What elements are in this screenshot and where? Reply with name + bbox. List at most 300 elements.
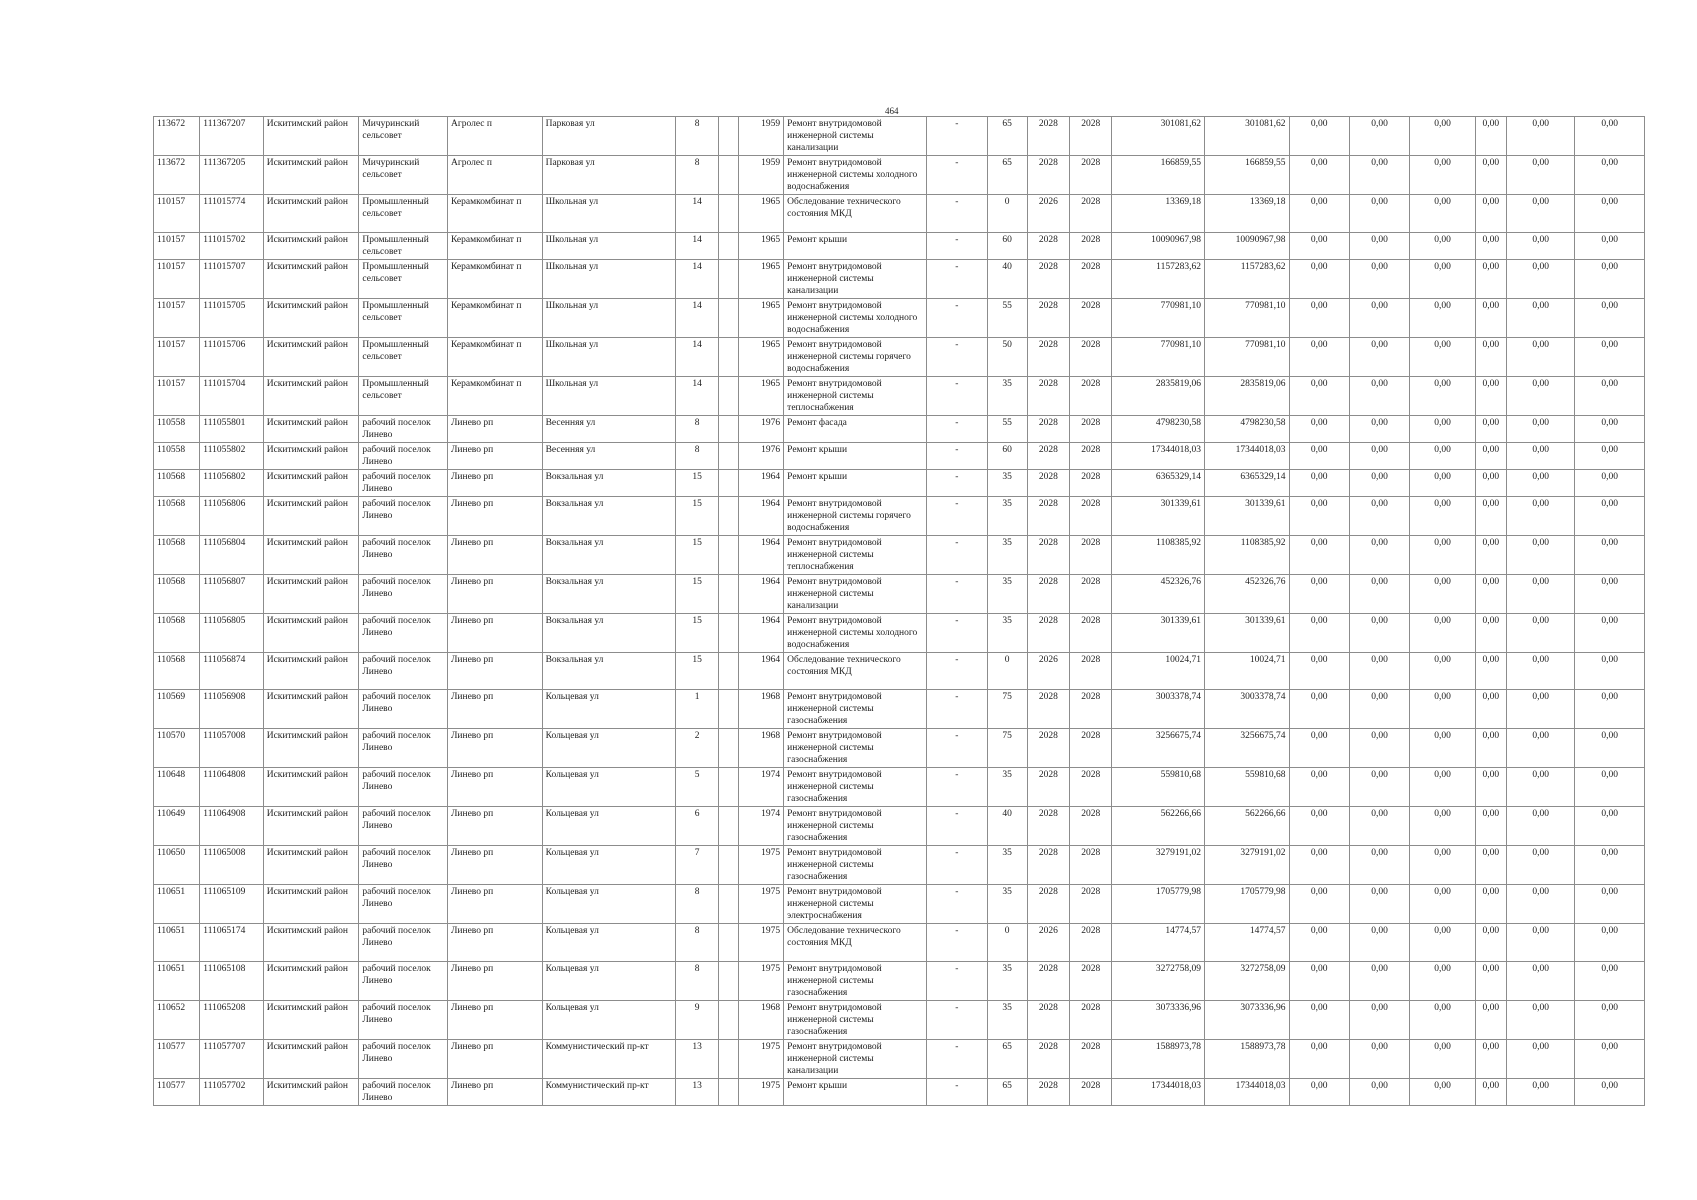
house-number-cell: 8	[676, 117, 718, 156]
cost-col-4-cell: 0,00	[1475, 729, 1506, 768]
street-cell: Вокзальная ул	[542, 574, 676, 613]
cost-col-4-cell: 0,00	[1475, 613, 1506, 652]
cost-col-1-cell: 0,00	[1289, 337, 1349, 376]
dash-cell: -	[927, 729, 987, 768]
house-number-cell: 5	[676, 768, 718, 807]
year-built-cell: 1968	[738, 690, 783, 729]
cost-col-6-cell: 0,00	[1575, 232, 1645, 259]
total-cost-cell: 301339,61	[1112, 613, 1205, 652]
house-number-cell: 8	[676, 961, 718, 1000]
cost-col-6-cell: 0,00	[1575, 259, 1645, 298]
building-cell	[718, 690, 738, 729]
cost-col-4-cell: 0,00	[1475, 298, 1506, 337]
cost-col-2-cell: 0,00	[1349, 469, 1409, 496]
cost-col-1-cell: 0,00	[1289, 846, 1349, 885]
dash-cell: -	[927, 1039, 987, 1078]
cost-col-1-cell: 0,00	[1289, 885, 1349, 924]
district-cell: Искитимский район	[263, 259, 359, 298]
cost-col-4-cell: 0,00	[1475, 1039, 1506, 1078]
deadline-year-cell: 2028	[1070, 1000, 1112, 1039]
cost-col-2-cell: 0,00	[1349, 924, 1409, 962]
object-id-cell: 113672	[154, 117, 200, 156]
cost-col-6-cell: 0,00	[1575, 496, 1645, 535]
cost-col-2-cell: 0,00	[1349, 337, 1409, 376]
building-cell	[718, 729, 738, 768]
house-number-cell: 1	[676, 690, 718, 729]
cost-col-1-cell: 0,00	[1289, 415, 1349, 442]
dash-cell: -	[927, 807, 987, 846]
deadline-year-cell: 2028	[1070, 961, 1112, 1000]
dash-cell: -	[927, 415, 987, 442]
settlement-cell: Агролес п	[447, 156, 542, 195]
object-id-cell: 110649	[154, 807, 200, 846]
settlement-cell: Керамкомбинат п	[447, 195, 542, 233]
wear-percent-cell: 0	[987, 652, 1027, 690]
municipality-cell: рабочий поселок Линево	[359, 846, 448, 885]
municipality-cell: рабочий поселок Линево	[359, 885, 448, 924]
wear-percent-cell: 65	[987, 1039, 1027, 1078]
building-cell	[718, 232, 738, 259]
street-cell: Кольцевая ул	[542, 768, 676, 807]
regional-fund-cost-cell: 3256675,74	[1204, 729, 1289, 768]
settlement-cell: Керамкомбинат п	[447, 259, 542, 298]
street-cell: Школьная ул	[542, 195, 676, 233]
year-built-cell: 1968	[738, 1000, 783, 1039]
cost-col-3-cell: 0,00	[1410, 652, 1475, 690]
cost-col-1-cell: 0,00	[1289, 768, 1349, 807]
cost-col-4-cell: 0,00	[1475, 195, 1506, 233]
year-built-cell: 1964	[738, 469, 783, 496]
street-cell: Вокзальная ул	[542, 496, 676, 535]
total-cost-cell: 1588973,78	[1112, 1039, 1205, 1078]
total-cost-cell: 301081,62	[1112, 117, 1205, 156]
settlement-cell: Линево рп	[447, 924, 542, 962]
settlement-cell: Линево рп	[447, 1039, 542, 1078]
cost-col-5-cell: 0,00	[1506, 117, 1574, 156]
cost-col-5-cell: 0,00	[1506, 768, 1574, 807]
dash-cell: -	[927, 652, 987, 690]
regional-fund-cost-cell: 3272758,09	[1204, 961, 1289, 1000]
settlement-cell: Линево рп	[447, 885, 542, 924]
cost-col-5-cell: 0,00	[1506, 1039, 1574, 1078]
cost-col-6-cell: 0,00	[1575, 195, 1645, 233]
dash-cell: -	[927, 337, 987, 376]
cost-col-4-cell: 0,00	[1475, 885, 1506, 924]
deadline-year-cell: 2028	[1070, 496, 1112, 535]
cost-col-3-cell: 0,00	[1410, 337, 1475, 376]
object-id-cell: 110157	[154, 232, 200, 259]
cost-col-3-cell: 0,00	[1410, 469, 1475, 496]
cost-col-4-cell: 0,00	[1475, 496, 1506, 535]
cost-col-5-cell: 0,00	[1506, 535, 1574, 574]
dash-cell: -	[927, 117, 987, 156]
work-type-cell: Ремонт внутридомовой инженерной системы газоснабжения	[784, 1000, 927, 1039]
total-cost-cell: 1705779,98	[1112, 885, 1205, 924]
cost-col-2-cell: 0,00	[1349, 961, 1409, 1000]
cost-col-2-cell: 0,00	[1349, 690, 1409, 729]
table-body	[154, 117, 1645, 1106]
table-row	[154, 924, 1645, 962]
cost-col-1-cell: 0,00	[1289, 259, 1349, 298]
object-id-cell: 113672	[154, 156, 200, 195]
plan-year-cell: 2028	[1027, 117, 1069, 156]
cost-col-6-cell: 0,00	[1575, 442, 1645, 469]
cost-col-3-cell: 0,00	[1410, 574, 1475, 613]
regional-fund-cost-cell: 452326,76	[1204, 574, 1289, 613]
plan-year-cell: 2028	[1027, 259, 1069, 298]
building-cell	[718, 156, 738, 195]
cost-col-4-cell: 0,00	[1475, 337, 1506, 376]
work-type-cell: Ремонт внутридомовой инженерной системы холодного водоснабжения	[784, 156, 927, 195]
building-cell	[718, 885, 738, 924]
wear-percent-cell: 35	[987, 885, 1027, 924]
total-cost-cell: 770981,10	[1112, 337, 1205, 376]
settlement-cell: Линево рп	[447, 496, 542, 535]
house-number-cell: 6	[676, 807, 718, 846]
deadline-year-cell: 2028	[1070, 768, 1112, 807]
cost-col-6-cell: 0,00	[1575, 469, 1645, 496]
dash-cell: -	[927, 961, 987, 1000]
object-id-cell: 110157	[154, 376, 200, 415]
district-cell: Искитимский район	[263, 232, 359, 259]
work-type-cell: Ремонт внутридомовой инженерной системы газоснабжения	[784, 768, 927, 807]
building-cell	[718, 442, 738, 469]
house-number-cell: 9	[676, 1000, 718, 1039]
house-number-cell: 8	[676, 415, 718, 442]
cost-col-1-cell: 0,00	[1289, 613, 1349, 652]
cost-col-3-cell: 0,00	[1410, 259, 1475, 298]
wear-percent-cell: 40	[987, 259, 1027, 298]
house-number-cell: 14	[676, 195, 718, 233]
cost-col-3-cell: 0,00	[1410, 613, 1475, 652]
year-built-cell: 1964	[738, 574, 783, 613]
district-cell: Искитимский район	[263, 195, 359, 233]
settlement-cell: Линево рп	[447, 846, 542, 885]
plan-year-cell: 2028	[1027, 415, 1069, 442]
dash-cell: -	[927, 195, 987, 233]
table-row	[154, 156, 1645, 195]
table-row	[154, 298, 1645, 337]
street-cell: Школьная ул	[542, 376, 676, 415]
element-id-cell: 111056807	[200, 574, 263, 613]
object-id-cell: 110157	[154, 195, 200, 233]
cost-col-5-cell: 0,00	[1506, 574, 1574, 613]
work-type-cell: Ремонт внутридомовой инженерной системы канализации	[784, 574, 927, 613]
regional-fund-cost-cell: 559810,68	[1204, 768, 1289, 807]
cost-col-3-cell: 0,00	[1410, 1078, 1475, 1105]
street-cell: Кольцевая ул	[542, 1000, 676, 1039]
dash-cell: -	[927, 232, 987, 259]
street-cell: Школьная ул	[542, 298, 676, 337]
regional-fund-cost-cell: 3003378,74	[1204, 690, 1289, 729]
dash-cell: -	[927, 574, 987, 613]
cost-col-6-cell: 0,00	[1575, 156, 1645, 195]
cost-col-1-cell: 0,00	[1289, 376, 1349, 415]
deadline-year-cell: 2028	[1070, 442, 1112, 469]
cost-col-2-cell: 0,00	[1349, 807, 1409, 846]
dash-cell: -	[927, 469, 987, 496]
cost-col-1-cell: 0,00	[1289, 232, 1349, 259]
plan-year-cell: 2028	[1027, 156, 1069, 195]
house-number-cell: 8	[676, 156, 718, 195]
object-id-cell: 110648	[154, 768, 200, 807]
cost-col-5-cell: 0,00	[1506, 846, 1574, 885]
municipality-cell: рабочий поселок Линево	[359, 1078, 448, 1105]
year-built-cell: 1975	[738, 846, 783, 885]
cost-col-6-cell: 0,00	[1575, 961, 1645, 1000]
house-number-cell: 7	[676, 846, 718, 885]
work-type-cell: Ремонт внутридомовой инженерной системы электроснабжения	[784, 885, 927, 924]
wear-percent-cell: 60	[987, 442, 1027, 469]
regional-fund-cost-cell: 17344018,03	[1204, 1078, 1289, 1105]
building-cell	[718, 415, 738, 442]
building-cell	[718, 259, 738, 298]
regional-fund-cost-cell: 301081,62	[1204, 117, 1289, 156]
cost-col-4-cell: 0,00	[1475, 961, 1506, 1000]
regional-fund-cost-cell: 770981,10	[1204, 298, 1289, 337]
district-cell: Искитимский район	[263, 768, 359, 807]
settlement-cell: Линево рп	[447, 807, 542, 846]
district-cell: Искитимский район	[263, 1078, 359, 1105]
cost-col-5-cell: 0,00	[1506, 961, 1574, 1000]
regional-fund-cost-cell: 1588973,78	[1204, 1039, 1289, 1078]
dash-cell: -	[927, 259, 987, 298]
building-cell	[718, 768, 738, 807]
total-cost-cell: 17344018,03	[1112, 442, 1205, 469]
plan-year-cell: 2028	[1027, 298, 1069, 337]
wear-percent-cell: 35	[987, 535, 1027, 574]
cost-col-6-cell: 0,00	[1575, 807, 1645, 846]
settlement-cell: Керамкомбинат п	[447, 376, 542, 415]
plan-year-cell: 2028	[1027, 807, 1069, 846]
plan-year-cell: 2028	[1027, 846, 1069, 885]
table-row	[154, 1039, 1645, 1078]
total-cost-cell: 3279191,02	[1112, 846, 1205, 885]
municipality-cell: рабочий поселок Линево	[359, 690, 448, 729]
table-row	[154, 442, 1645, 469]
deadline-year-cell: 2028	[1070, 924, 1112, 962]
house-number-cell: 14	[676, 376, 718, 415]
settlement-cell: Керамкомбинат п	[447, 298, 542, 337]
cost-col-6-cell: 0,00	[1575, 729, 1645, 768]
cost-col-4-cell: 0,00	[1475, 1078, 1506, 1105]
element-id-cell: 111057707	[200, 1039, 263, 1078]
object-id-cell: 110558	[154, 442, 200, 469]
cost-col-5-cell: 0,00	[1506, 442, 1574, 469]
work-type-cell: Ремонт внутридомовой инженерной системы канализации	[784, 259, 927, 298]
settlement-cell: Линево рп	[447, 415, 542, 442]
building-cell	[718, 652, 738, 690]
dash-cell: -	[927, 376, 987, 415]
work-type-cell: Ремонт внутридомовой инженерной системы горячего водоснабжения	[784, 496, 927, 535]
year-built-cell: 1965	[738, 298, 783, 337]
element-id-cell: 111056804	[200, 535, 263, 574]
total-cost-cell: 13369,18	[1112, 195, 1205, 233]
regional-fund-cost-cell: 14774,57	[1204, 924, 1289, 962]
cost-col-5-cell: 0,00	[1506, 496, 1574, 535]
object-id-cell: 110568	[154, 652, 200, 690]
municipality-cell: Промышленный сельсовет	[359, 232, 448, 259]
wear-percent-cell: 55	[987, 298, 1027, 337]
cost-col-1-cell: 0,00	[1289, 652, 1349, 690]
cost-col-5-cell: 0,00	[1506, 729, 1574, 768]
table-row	[154, 496, 1645, 535]
plan-year-cell: 2028	[1027, 613, 1069, 652]
cost-col-1-cell: 0,00	[1289, 496, 1349, 535]
cost-col-2-cell: 0,00	[1349, 768, 1409, 807]
cost-col-5-cell: 0,00	[1506, 469, 1574, 496]
cost-col-4-cell: 0,00	[1475, 376, 1506, 415]
plan-year-cell: 2028	[1027, 1078, 1069, 1105]
building-cell	[718, 574, 738, 613]
cost-col-6-cell: 0,00	[1575, 768, 1645, 807]
cost-col-1-cell: 0,00	[1289, 1078, 1349, 1105]
wear-percent-cell: 35	[987, 961, 1027, 1000]
cost-col-2-cell: 0,00	[1349, 652, 1409, 690]
plan-year-cell: 2026	[1027, 652, 1069, 690]
plan-year-cell: 2028	[1027, 885, 1069, 924]
element-id-cell: 111015706	[200, 337, 263, 376]
wear-percent-cell: 35	[987, 846, 1027, 885]
object-id-cell: 110568	[154, 574, 200, 613]
municipality-cell: рабочий поселок Линево	[359, 924, 448, 962]
year-built-cell: 1959	[738, 156, 783, 195]
regional-fund-cost-cell: 10024,71	[1204, 652, 1289, 690]
total-cost-cell: 562266,66	[1112, 807, 1205, 846]
cost-col-5-cell: 0,00	[1506, 1000, 1574, 1039]
regional-fund-cost-cell: 6365329,14	[1204, 469, 1289, 496]
table-row	[154, 232, 1645, 259]
cost-col-6-cell: 0,00	[1575, 1039, 1645, 1078]
cost-col-3-cell: 0,00	[1410, 156, 1475, 195]
cost-col-3-cell: 0,00	[1410, 846, 1475, 885]
municipality-cell: рабочий поселок Линево	[359, 1039, 448, 1078]
cost-col-5-cell: 0,00	[1506, 376, 1574, 415]
dash-cell: -	[927, 846, 987, 885]
plan-year-cell: 2026	[1027, 195, 1069, 233]
element-id-cell: 111065108	[200, 961, 263, 1000]
element-id-cell: 111015704	[200, 376, 263, 415]
cost-col-4-cell: 0,00	[1475, 690, 1506, 729]
settlement-cell: Линево рп	[447, 574, 542, 613]
deadline-year-cell: 2028	[1070, 117, 1112, 156]
municipality-cell: рабочий поселок Линево	[359, 415, 448, 442]
element-id-cell: 111065174	[200, 924, 263, 962]
cost-col-2-cell: 0,00	[1349, 1000, 1409, 1039]
object-id-cell: 110568	[154, 535, 200, 574]
cost-col-1-cell: 0,00	[1289, 535, 1349, 574]
regional-fund-cost-cell: 17344018,03	[1204, 442, 1289, 469]
cost-col-4-cell: 0,00	[1475, 924, 1506, 962]
deadline-year-cell: 2028	[1070, 1039, 1112, 1078]
table-row	[154, 613, 1645, 652]
cost-col-5-cell: 0,00	[1506, 232, 1574, 259]
object-id-cell: 110157	[154, 259, 200, 298]
regional-fund-cost-cell: 301339,61	[1204, 613, 1289, 652]
element-id-cell: 111057702	[200, 1078, 263, 1105]
table-row	[154, 1000, 1645, 1039]
table-row	[154, 574, 1645, 613]
cost-col-1-cell: 0,00	[1289, 298, 1349, 337]
wear-percent-cell: 35	[987, 574, 1027, 613]
district-cell: Искитимский район	[263, 1039, 359, 1078]
year-built-cell: 1965	[738, 337, 783, 376]
cost-col-2-cell: 0,00	[1349, 195, 1409, 233]
plan-year-cell: 2028	[1027, 961, 1069, 1000]
deadline-year-cell: 2028	[1070, 232, 1112, 259]
municipality-cell: рабочий поселок Линево	[359, 535, 448, 574]
dash-cell: -	[927, 156, 987, 195]
cost-col-6-cell: 0,00	[1575, 924, 1645, 962]
cost-col-4-cell: 0,00	[1475, 117, 1506, 156]
work-type-cell: Ремонт внутридомовой инженерной системы теплоснабжения	[784, 376, 927, 415]
table-row	[154, 195, 1645, 233]
cost-col-1-cell: 0,00	[1289, 574, 1349, 613]
table-row	[154, 259, 1645, 298]
cost-col-5-cell: 0,00	[1506, 690, 1574, 729]
cost-col-6-cell: 0,00	[1575, 1078, 1645, 1105]
cost-col-4-cell: 0,00	[1475, 574, 1506, 613]
cost-col-3-cell: 0,00	[1410, 117, 1475, 156]
work-type-cell: Обследование технического состояния МКД	[784, 652, 927, 690]
street-cell: Кольцевая ул	[542, 807, 676, 846]
district-cell: Искитимский район	[263, 469, 359, 496]
total-cost-cell: 10024,71	[1112, 652, 1205, 690]
cost-col-5-cell: 0,00	[1506, 415, 1574, 442]
work-type-cell: Ремонт внутридомовой инженерной системы газоснабжения	[784, 807, 927, 846]
regional-fund-cost-cell: 770981,10	[1204, 337, 1289, 376]
building-cell	[718, 298, 738, 337]
year-built-cell: 1964	[738, 652, 783, 690]
dash-cell: -	[927, 1078, 987, 1105]
settlement-cell: Керамкомбинат п	[447, 337, 542, 376]
table-row	[154, 652, 1645, 690]
cost-col-3-cell: 0,00	[1410, 807, 1475, 846]
house-number-cell: 8	[676, 885, 718, 924]
plan-year-cell: 2028	[1027, 1000, 1069, 1039]
plan-year-cell: 2028	[1027, 232, 1069, 259]
cost-col-6-cell: 0,00	[1575, 690, 1645, 729]
table-row	[154, 807, 1645, 846]
deadline-year-cell: 2028	[1070, 298, 1112, 337]
municipality-cell: рабочий поселок Линево	[359, 469, 448, 496]
cost-col-1-cell: 0,00	[1289, 690, 1349, 729]
regional-fund-cost-cell: 10090967,98	[1204, 232, 1289, 259]
street-cell: Кольцевая ул	[542, 690, 676, 729]
building-cell	[718, 961, 738, 1000]
district-cell: Искитимский район	[263, 415, 359, 442]
regional-fund-cost-cell: 1108385,92	[1204, 535, 1289, 574]
building-cell	[718, 496, 738, 535]
regional-fund-cost-cell: 3073336,96	[1204, 1000, 1289, 1039]
deadline-year-cell: 2028	[1070, 376, 1112, 415]
cost-col-3-cell: 0,00	[1410, 1000, 1475, 1039]
object-id-cell: 110568	[154, 469, 200, 496]
municipality-cell: рабочий поселок Линево	[359, 574, 448, 613]
district-cell: Искитимский район	[263, 961, 359, 1000]
street-cell: Вокзальная ул	[542, 613, 676, 652]
building-cell	[718, 117, 738, 156]
table-row	[154, 535, 1645, 574]
regional-fund-cost-cell: 4798230,58	[1204, 415, 1289, 442]
house-number-cell: 15	[676, 496, 718, 535]
table-row	[154, 885, 1645, 924]
total-cost-cell: 14774,57	[1112, 924, 1205, 962]
cost-col-4-cell: 0,00	[1475, 807, 1506, 846]
deadline-year-cell: 2028	[1070, 337, 1112, 376]
wear-percent-cell: 35	[987, 376, 1027, 415]
wear-percent-cell: 35	[987, 768, 1027, 807]
